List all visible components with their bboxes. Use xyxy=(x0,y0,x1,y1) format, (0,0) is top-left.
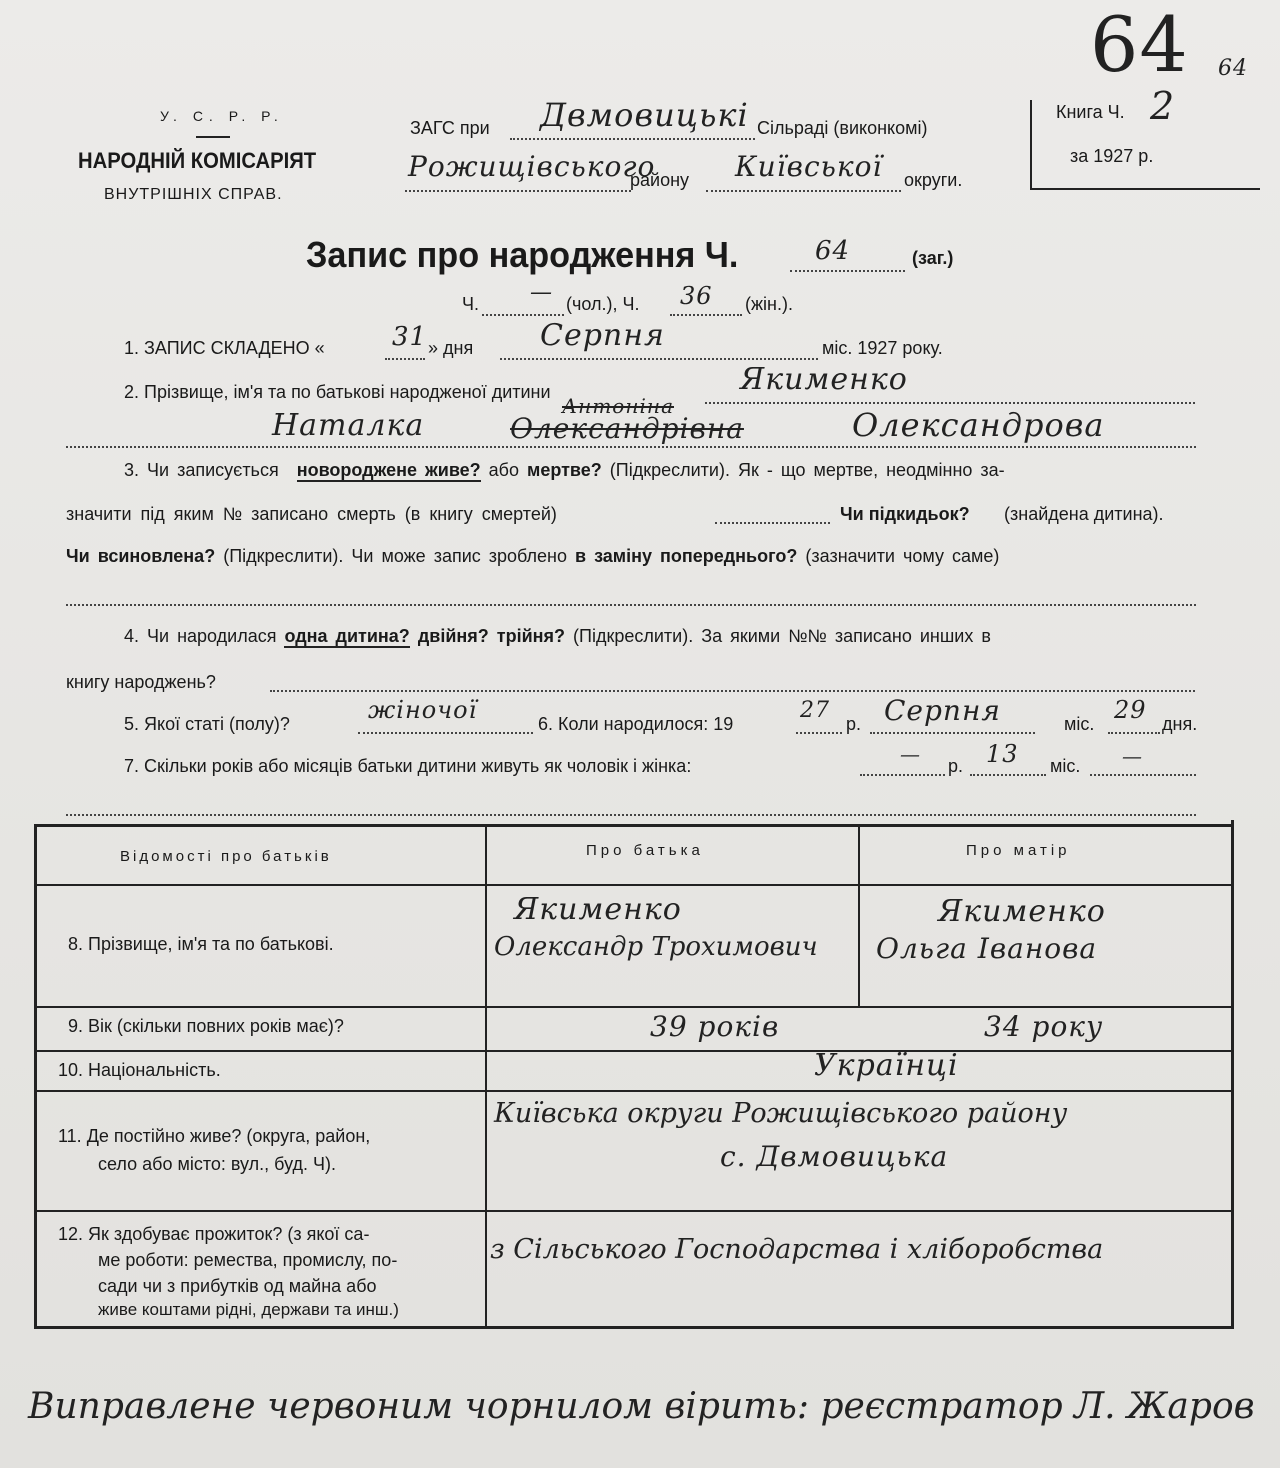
correction-note-handwritten: Виправлене червоним чорнилом вірить: реєстратор Л. Жаров xyxy=(28,1386,1255,1427)
q2-struck-handwritten: Антоніна xyxy=(562,394,674,418)
q3-label-a: 3. Чи записується xyxy=(124,460,279,480)
book-number-handwritten: 2 xyxy=(1150,84,1176,128)
okrug-label: округи. xyxy=(904,170,963,190)
q3-alive-option[interactable]: новороджене живе? xyxy=(296,460,481,480)
female-number-line xyxy=(670,314,742,316)
table-header-info: Відомості про батьків xyxy=(120,848,332,865)
q7-years-handwritten: — xyxy=(900,742,921,766)
row9-mother-age: 34 року xyxy=(984,1010,1104,1043)
q3-label-c: (Підкреслити). Як - що мертве, неодмінно за- xyxy=(609,460,1005,480)
department-label: ВНУТРІШНІХ СПРАВ. xyxy=(104,186,283,203)
table-right-border xyxy=(1231,820,1234,1329)
district-label: району xyxy=(630,170,690,190)
q6-day-line xyxy=(1108,732,1160,734)
q2-surname-line xyxy=(705,402,1195,404)
row9-father-age: 39 років xyxy=(650,1010,780,1043)
male-number-prefix: Ч. xyxy=(462,294,479,314)
table-row-divider-1 xyxy=(34,884,1234,886)
row11-residence-2: с. Двмовицька xyxy=(720,1140,949,1173)
q2-surname-handwritten: Якименко xyxy=(740,362,908,397)
q3-dead-option[interactable]: мертве? xyxy=(527,460,602,480)
record-title: Запис про народження Ч. xyxy=(306,234,739,275)
book-label: Книга Ч. xyxy=(1056,102,1125,122)
q6-label-c: міс. xyxy=(1064,714,1095,734)
q6-day-handwritten: 29 xyxy=(1114,696,1147,724)
row8-mother-surname: Якименко xyxy=(938,894,1106,929)
female-number-handwritten: 36 xyxy=(680,282,713,310)
row11-label-1: 11. Де постійно живе? (округа, район, xyxy=(58,1126,371,1146)
q7-end-line xyxy=(1090,774,1196,776)
zags-village-handwritten: Двмовицькі xyxy=(540,96,749,134)
male-number-line xyxy=(482,314,564,316)
q1-month-handwritten: Серпня xyxy=(540,318,665,353)
q4-triplets-option[interactable]: трійня? xyxy=(496,626,566,646)
q4-label-b: (Підкреслити). За якими №№ записано инших в xyxy=(573,626,991,646)
row8-father-surname: Якименко xyxy=(514,892,682,927)
row9-label: 9. Вік (скільки повних років має)? xyxy=(68,1016,344,1036)
row12-label-1: 12. Як здобуває прожиток? (з якої са- xyxy=(58,1224,370,1244)
male-number-label: (чол.), Ч. xyxy=(566,294,640,314)
district-handwritten: Рожищівського xyxy=(408,150,656,183)
q1-day-handwritten: 31 xyxy=(392,322,428,352)
table-row-divider-2 xyxy=(34,1006,1234,1008)
table-bottom-border xyxy=(34,1326,1234,1329)
year-label: за 1927 р. xyxy=(1070,146,1154,166)
q2-label: 2. Прізвище, ім'я та по батькові народженої дитини xyxy=(124,382,551,402)
table-row-divider-5 xyxy=(34,1210,1234,1212)
row11-label-2: село або місто: вул., буд. Ч). xyxy=(98,1154,336,1174)
q7-end-handwritten: — xyxy=(1122,744,1143,768)
okrug-line xyxy=(706,190,901,192)
q5-sex-line xyxy=(358,732,533,734)
table-top-border xyxy=(34,824,1234,827)
q4-one-option[interactable]: одна дитина? xyxy=(284,626,410,646)
q3-foundling-option[interactable]: Чи підкидьок? xyxy=(840,504,970,524)
district-line xyxy=(405,190,631,192)
q4-label-a: 4. Чи народилася xyxy=(124,626,277,646)
q7-years-line xyxy=(860,774,945,776)
q5-sex-handwritten: жіночої xyxy=(368,696,478,724)
row12-label-3: сади чи з прибутків од майна або xyxy=(98,1276,377,1296)
table-header-father: Про батька xyxy=(586,842,704,859)
q4-twins-option[interactable]: двійня? xyxy=(417,626,489,646)
q3-reason-line xyxy=(66,604,1196,606)
q3-label-g: (зазначити чому саме) xyxy=(805,546,1000,566)
zags-prefix: ЗАГС при xyxy=(410,118,490,138)
table-left-border xyxy=(34,824,37,1329)
row12-label-4: живе коштами рідні, держави та инш.) xyxy=(98,1300,399,1319)
row12-livelihood: з Сільського Господарства і хліборобства xyxy=(490,1234,1104,1265)
q6-year-line xyxy=(796,732,842,734)
q3-label-b: або xyxy=(488,460,520,480)
male-number-handwritten: — xyxy=(530,280,553,305)
q4-numbers-line xyxy=(270,690,1195,692)
page-number-small-handwritten: 64 xyxy=(1218,56,1248,81)
book-box-bottom xyxy=(1030,188,1260,190)
record-total-label: (заг.) xyxy=(912,248,954,268)
q3-replace-option[interactable]: в заміну попереднього? xyxy=(575,546,798,566)
q6-month-line xyxy=(870,732,1035,734)
q2-patronymic-handwritten: Олександрова xyxy=(852,406,1105,444)
q1-label-b: » дня xyxy=(428,338,474,358)
q7-months-line xyxy=(970,774,1046,776)
row8-mother-name: Ольга Іванова xyxy=(876,932,1098,965)
q3-line1 xyxy=(124,460,1005,481)
republic-label: У. С. Р. Р. xyxy=(160,108,284,124)
book-box-left xyxy=(1030,100,1032,190)
row12-label-2: ме роботи: ремества, промислу, по- xyxy=(98,1250,398,1270)
okrug-handwritten: Київської xyxy=(735,150,883,183)
table-header-mother: Про матір xyxy=(966,842,1071,859)
q3-label-f: (Підкреслити). Чи може запис зроблено xyxy=(223,546,567,566)
q4-line1 xyxy=(124,626,991,647)
table-row-divider-3 xyxy=(34,1050,1234,1052)
table-col-divider-1 xyxy=(485,826,487,1326)
q1-day-line xyxy=(385,358,425,360)
q2-middle-struck-handwritten: Олександрівна xyxy=(510,412,744,445)
q7-extra-line xyxy=(66,814,1196,816)
q7-label-a: 7. Скільки років або місяців батьки дитини живуть як чоловік і жінка: xyxy=(124,756,692,776)
q3-label-e: (знайдена дитина). xyxy=(1004,504,1164,524)
q1-label-a: 1. ЗАПИС СКЛАДЕНО « xyxy=(124,338,325,358)
q6-month-handwritten: Серпня xyxy=(884,694,1001,727)
q3-label-d: значити під яким № записано смерть (в книгу смертей) xyxy=(66,504,557,524)
row10-nationality: Українці xyxy=(814,1048,959,1083)
q3-line3 xyxy=(66,546,999,567)
table-col-divider-2 xyxy=(858,826,860,1008)
zags-village-line xyxy=(510,138,755,140)
commissariat-title: НАРОДНІЙ КОМІСАРІЯТ xyxy=(78,148,317,173)
zags-suffix: Сільраді (виконкомі) xyxy=(757,118,928,138)
q3-death-line xyxy=(715,522,830,524)
female-number-label: (жін.). xyxy=(745,294,793,314)
q5-label: 5. Якої статі (полу)? xyxy=(124,714,290,734)
record-number-line xyxy=(790,270,905,272)
q6-label-d: дня. xyxy=(1162,714,1198,734)
row10-label: 10. Національність. xyxy=(58,1060,221,1080)
header-divider xyxy=(196,136,230,138)
q3-adopted-option[interactable]: Чи всиновлена? xyxy=(66,546,216,566)
q6-year-handwritten: 27 xyxy=(800,698,830,723)
row8-father-name: Олександр Трохимович xyxy=(494,932,818,962)
page-number-handwritten: 64 xyxy=(1090,0,1189,89)
q4-label-c: книгу народжень? xyxy=(66,672,216,692)
q1-month-line xyxy=(500,358,818,360)
q7-months-handwritten: 13 xyxy=(986,740,1019,768)
q6-label-b: р. xyxy=(846,714,862,734)
q2-name-line xyxy=(66,446,1196,448)
record-number-handwritten: 64 xyxy=(815,236,851,266)
table-row-divider-4 xyxy=(34,1090,1234,1092)
q6-label-a: 6. Коли народилося: 19 xyxy=(538,714,734,734)
row8-label: 8. Прізвище, ім'я та по батькові. xyxy=(68,934,334,954)
q1-label-c: міс. 1927 року. xyxy=(822,338,943,358)
q7-label-b: р. xyxy=(948,756,964,776)
q7-label-c: міс. xyxy=(1050,756,1081,776)
row11-residence-1: Київська округи Рожищівського району xyxy=(494,1098,1068,1129)
q2-name-handwritten: Наталка xyxy=(272,408,425,443)
